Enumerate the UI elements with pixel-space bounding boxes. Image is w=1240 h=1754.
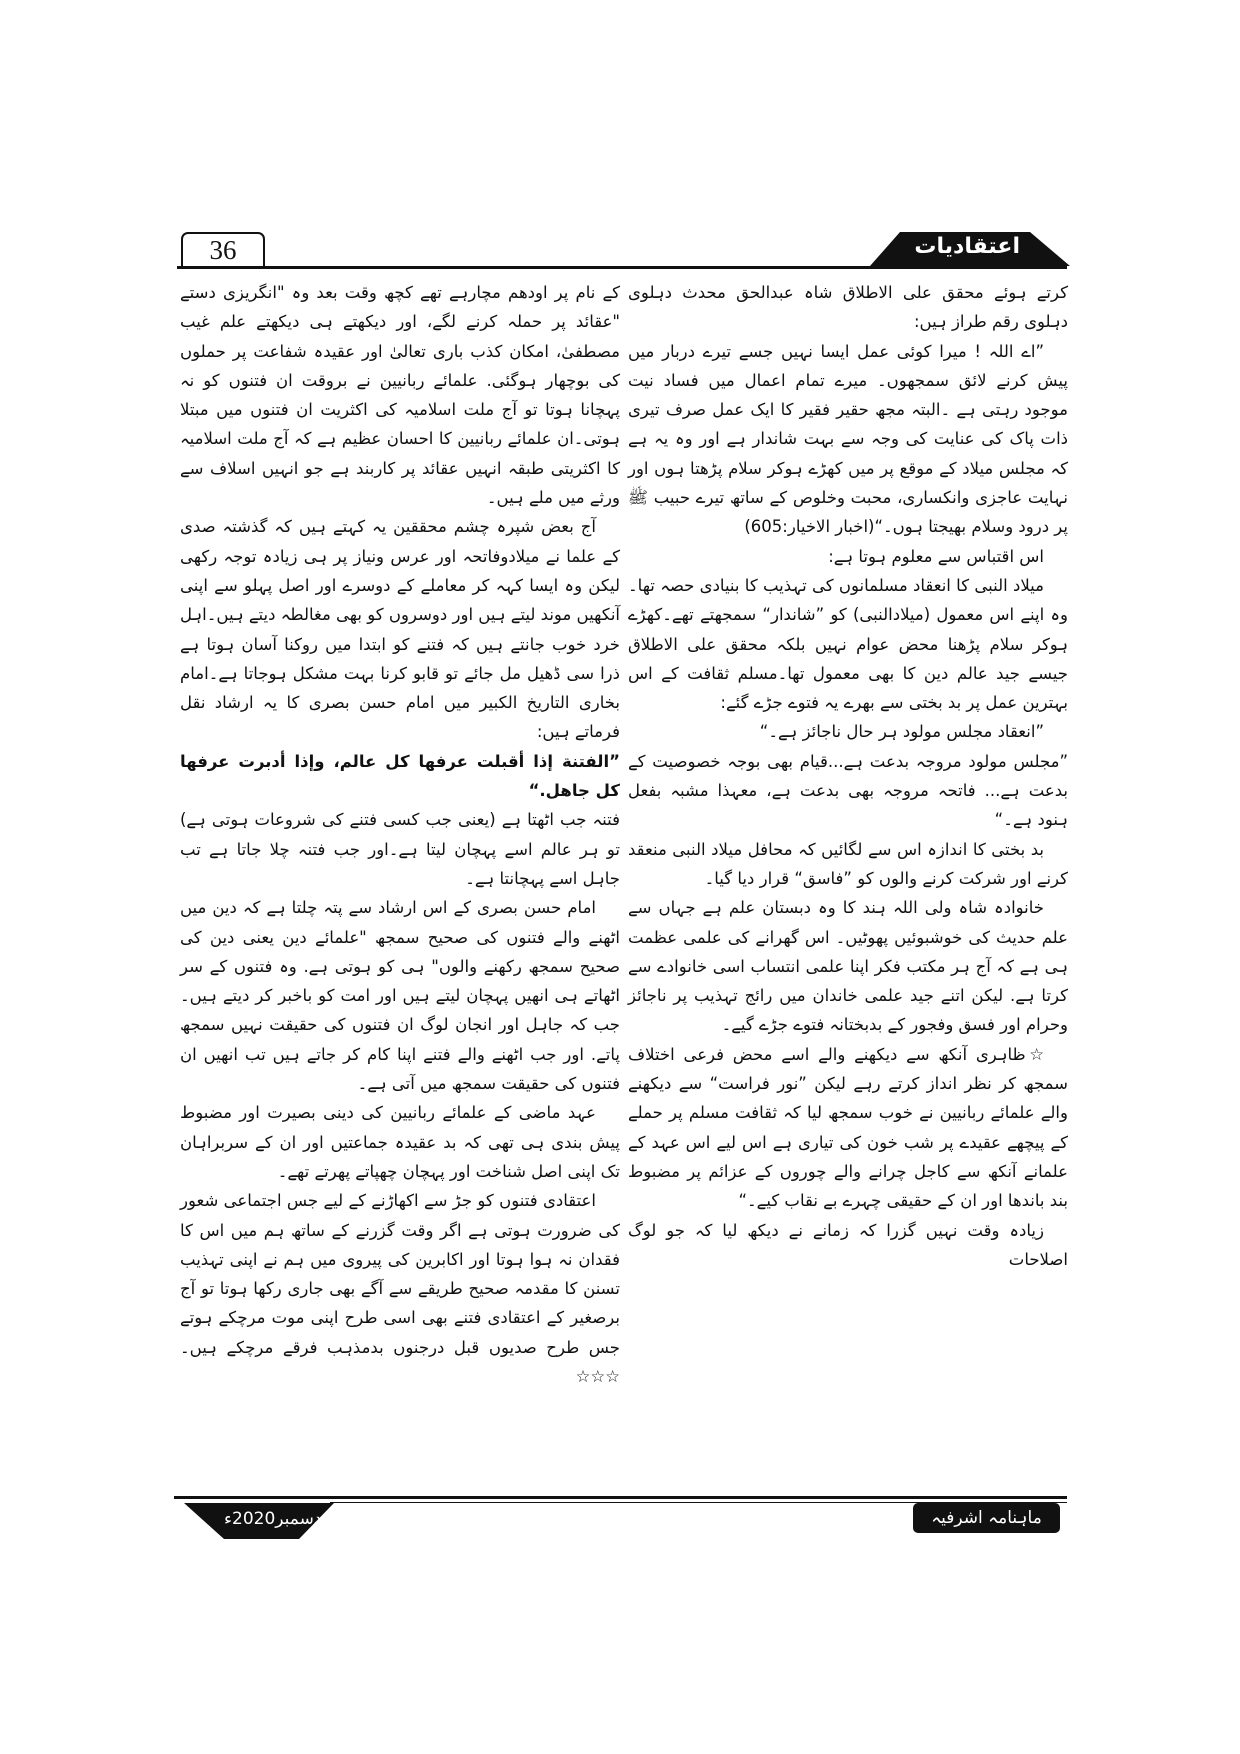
paragraph: خانوادہ شاہ ولی اللہ ہند کا وہ دبستان علم ہے جہاں سے علم حدیث کی خوشبوئیں پھوٹیں۔ اس گھرانے کی علمی عظمت ہی ہے کہ آج ہر مکتب فکر اپنا علمی انتساب اسی خانوادے سے کرتا ہے. لیکن اتنے جید علمی خاندان میں رائج تہذیب پر ناجائز وحرام اور فسق وفجور کے بدبختانہ فتوے جڑے گیے۔ [628, 898, 1068, 1035]
magazine-name: ماہنامہ اشرفیہ [913, 1503, 1060, 1533]
paragraph: بد بختی کا اندازہ اس سے لگائیں کہ محافل میلاد النبی منعقد کرنے اور شرکت کرنے والوں کو ”فاسق“ قرار دیا گیا۔ [628, 839, 1068, 888]
paragraph: اس اقتباس سے معلوم ہوتا ہے: [828, 546, 1044, 566]
paragraph: کے نام پر اودھم مچارہے تھے کچھ وقت بعد وہ "انگریزی دستے "عقائد پر حملہ کرنے لگے، اور دیکھتے ہی دیکھتے علم غیب مصطفیٰ، امکان کذب باری تعالیٰ اور عقیدہ شفاعت پر حملوں کی بوچھار ہوگئی. علمائے ربانیین نے بروقت ان فتنوں کو نہ پہچانا ہوتا تو آج ملت اسلامیہ کی اکثریت ان فتنوں میں مبتلا ہوتی۔ان علمائے ربانیین کا احسان عظیم ہے کہ آج ملت اسلامیہ کا اکثریتی طبقہ انہیں عقائد پر کاربند ہے جو انہیں اسلاف سے ورثے میں ملے ہیں۔ [180, 283, 620, 508]
paragraph: امام حسن بصری کے اس ارشاد سے پتہ چلتا ہے کہ دین میں اٹھنے والے فتنوں کی صحیح سمجھ "علمائے دین یعنی دین کی صحیح سمجھ رکھنے والوں" ہی کو ہوتی ہے. وہ فتنوں کے سر اٹھاتے ہی انھیں پہچان لیتے ہیں اور امت کو باخبر کر دیتے ہیں۔جب کہ جاہل اور انجان لوگ ان فتنوں کی حقیقت نہیں سمجھ پاتے. اور جب اٹھنے والے فتنے اپنا کام کر جاتے ہیں تب انھیں ان فتنوں کی حقیقت سمجھ میں آتی ہے۔ [180, 898, 620, 1094]
paragraph: عہد ماضی کے علمائے ربانیین کی دینی بصیرت اور مضبوط پیش بندی ہی تھی کہ بد عقیدہ جماعتیں اور ان کے سربراہان تک اپنی اصل شناخت اور پہچان چھپاتے پھرتے تھے۔ [180, 1103, 620, 1181]
paragraph: آج بعض شپرہ چشم محققین یہ کہتے ہیں کہ گذشتہ صدی کے علما نے میلادوفاتحہ اور عرس ونیاز پر ہی زیادہ توجہ رکھی لیکن وہ ایسا کہہ کر معاملے کے دوسرے اور اصل پہلو سے اپنی آنکھیں موند لیتے ہیں اور دوسروں کو بھی مغالطہ دیتے ہیں۔اہل خرد خوب جانتے ہیں کہ فتنے کو ابتدا میں روکنا آسان ہوتا ہے ذرا سی ڈھیل مل جائے تو قابو کرنا بہت مشکل ہوجاتا ہے۔امام بخاری التاریخ الکبیر میں امام حسن بصری کا یہ ارشاد نقل فرماتے ہیں: [180, 517, 620, 742]
left-column [180, 278, 620, 1391]
paragraph: ☆ظاہری آنکھ سے دیکھنے والے اسے محض فرعی اختلاف سمجھ کر نظر انداز کرتے رہے لیکن ”نور فراست“ سے دیکھنے والے علمائے ربانیین نے خوب سمجھ لیا کہ ثقافت مسلم پر حملے کے پیچھے عقیدے پر شب خون کی تیاری ہے اس لیے اس عہد کے علمانے آنکھ سے کاجل چرانے والے چوروں کے عزائم پر مضبوط بند باندھا اور ان کے حقیقی چہرے بے نقاب کیے۔“ [628, 1044, 1068, 1211]
paragraph: زیادہ وقت نہیں گزرا کہ زمانے نے دیکھ لیا کہ جو لوگ اصلاحات [628, 1220, 1068, 1269]
paragraph: ”انعقاد مجلس مولود ہر حال ناجائز ہے۔“ [759, 722, 1044, 742]
paragraph: اعتقادی فتنوں کو جڑ سے اکھاڑنے کے لیے جس اجتماعی شعور کی ضرورت ہوتی ہے اگر وقت گزرنے کے ساتھ ہم میں اس کا فقدان نہ ہوا ہوتا اور اکابرین کی پیروی میں ہم نے اپنی تہذیب تسنن کا مقدمہ صحیح طریقے سے آگے بھی جاری رکھا ہوتا تو آج برصغیر کے اعتقادی فتنے بھی اسی طرح اپنی موت مرچکے ہوتے جس طرح صدیوں قبل درجنوں بدمذہب فرقے مرچکے ہیں۔☆☆☆ [180, 1191, 620, 1386]
right-column [628, 278, 1068, 1274]
section-title-tab [870, 232, 1070, 266]
issue-date-tab [184, 1503, 388, 1539]
paragraph: ”الفتنة إذا أقبلت عرفها كل عالم، وإذا أدبرت عرفها كل جاهل.“ [180, 751, 620, 801]
page-number: 36 [181, 232, 265, 266]
paragraph: کرتے ہوئے محقق علی الاطلاق شاہ عبدالحق محدث دہلوی دہلوی رقم طراز ہیں: [628, 283, 1068, 332]
paragraph: فتنہ جب اٹھتا ہے (یعنی جب کسی فتنے کی شروعات ہوتی ہے) تو ہر عالم اسے پہچان لیتا ہے۔اور جب فتنہ چلا جاتا ہے تب جاہل اسے پہچانتا ہے۔ [180, 810, 620, 888]
section-title: اعتقادیات [914, 234, 1020, 259]
paragraph: میلاد النبی کا انعقاد مسلمانوں کی تہذیب کا بنیادی حصہ تھا۔ وہ اپنے اس معمول (میلادالنبی) کو ”شاندار“ سمجھتے تھے۔کھڑے ہوکر سلام پڑھنا محض عوام نہیں بلکہ محقق علی الاطلاق جیسے جید عالم دین کا بھی معمول تھا۔مسلم ثقافت کے اس بہترین عمل پر بد بختی سے بھرے یہ فتوے جڑے گئے: [628, 575, 1068, 713]
paragraph: ”مجلس مولود مروجہ بدعت ہے...قیام بھی بوجہ خصوصیت کے بدعت ہے... فاتحہ مروجہ بھی بدعت ہے، معہذا مشبہ بفعل ہنود ہے۔“ [628, 751, 1068, 830]
paragraph: ”اے اللہ ! میرا کوئی عمل ایسا نہیں جسے تیرے دربار میں پیش کرنے لائق سمجھوں۔ میرے تمام اعمال میں فساد نیت موجود رہتی ہے ۔البتہ مجھ حقیر فقیر کا ایک عمل صرف تیری ذات پاک کی عنایت کی وجہ سے بہت شاندار ہے اور وہ یہ ہے کہ مجلس میلاد کے موقع پر میں کھڑے ہوکر سلام پڑھتا ہوں اور نہایت عاجزی وانکساری، محبت وخلوص کے ساتھ تیرے حبیب ﷺ پر درود وسلام بھیجتا ہوں۔“(اخبار الاخیار:605) [628, 341, 1068, 537]
issue-date: ستمبر-تا-دسمبر2020ء [224, 1509, 388, 1529]
footer-rule [174, 1496, 1067, 1499]
header-rule [177, 266, 1067, 269]
